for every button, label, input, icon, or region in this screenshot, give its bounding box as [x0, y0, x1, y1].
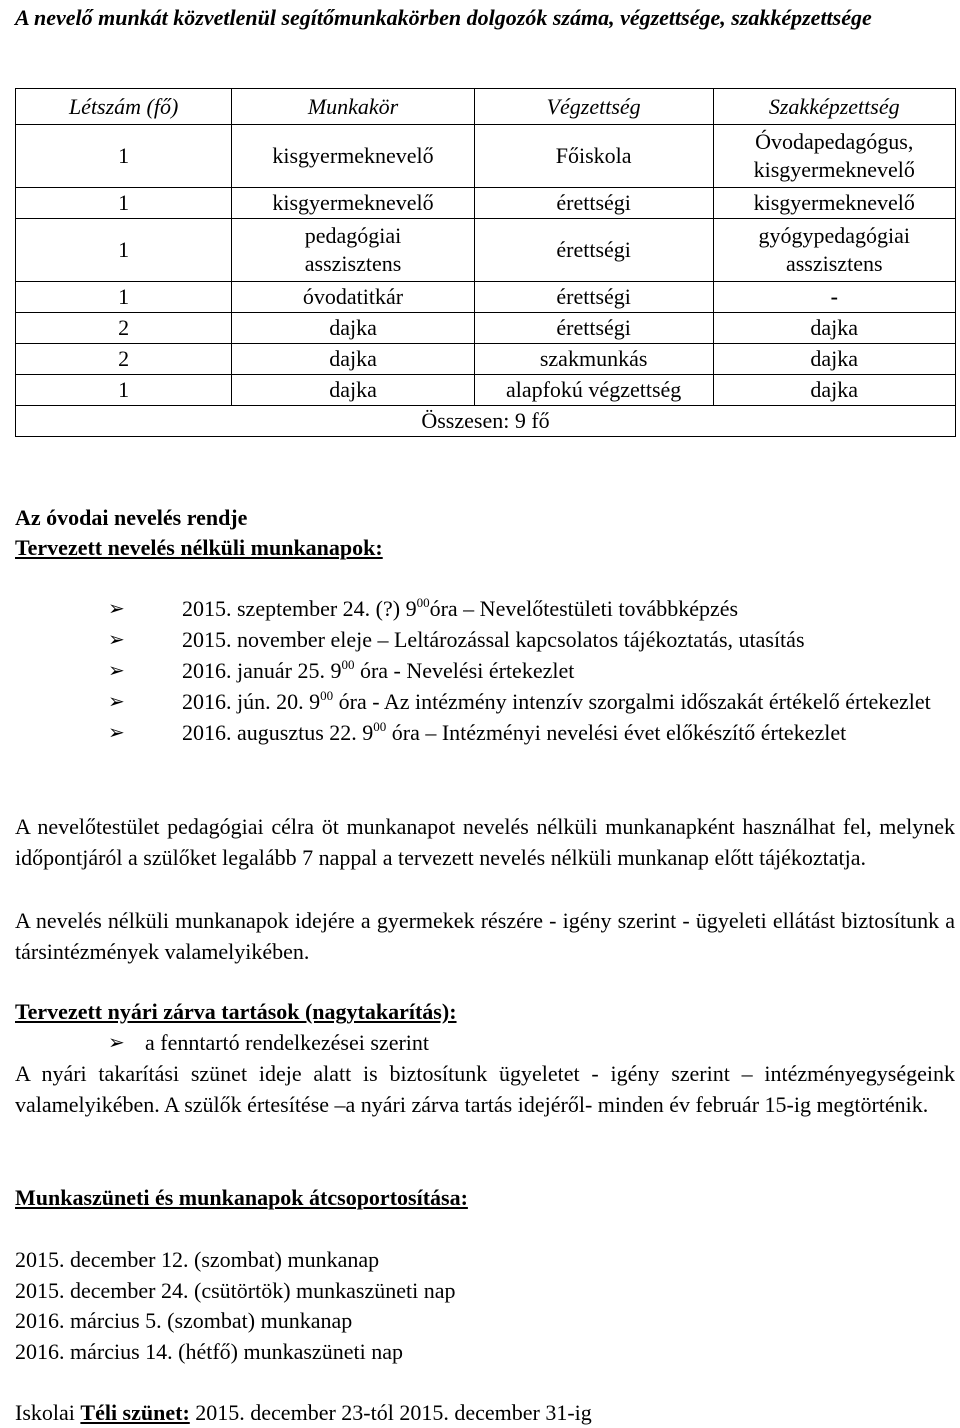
- table-header-row: [16, 89, 956, 125]
- list-item: ➢ a fenntartó rendelkezései szerint: [15, 1027, 429, 1058]
- cell-count: 1: [16, 125, 232, 188]
- cell-count: 1: [16, 219, 232, 282]
- paragraph: A nyári takarítási szünet ideje alatt is biztosítunk ügyeletet - igény szerint – intézményegységeink valamelyikében. A szülők értesítése –a nyári zárva tartás idejéről- minden év február 15-ig megtörténik.: [15, 1061, 955, 1117]
- list-item: ➢ 2015. szeptember 24. (?) $9^{00}óra$ – Nevelőtestületi továbbképzés: [15, 593, 955, 624]
- staff-table: [15, 88, 956, 437]
- paragraph: A nevelőtestület pedagógiai célra öt munkanapot nevelés nélküli munkanapként használhat fel, melynek időpontjáról a szülőket legalább 7 nappal a tervezett nevelés nélküli munkanap előtt tájékoztatja.: [15, 814, 955, 870]
- cell-qualification: -: [713, 282, 956, 313]
- role-line: asszisztens: [304, 251, 402, 276]
- date-line: 2015. december 12. (szombat) munkanap: [15, 1247, 380, 1272]
- cell-count: 2: [16, 344, 232, 375]
- qualification-line: gyógypedagógiai: [758, 223, 911, 248]
- cell-role: dajka: [232, 313, 474, 344]
- paragraph: A nevelés nélküli munkanapok idejére a gyermekek részére - igény szerint - ügyeleti ellátást biztosítunk a társintézmények valamelyikében.: [15, 908, 955, 964]
- cell-education: érettségi: [474, 219, 713, 282]
- table-row: [16, 344, 956, 375]
- list-item: ➢ 2016. január 25. $9^{00}$ óra - Nevelési értekezlet: [15, 655, 955, 686]
- cell-role: [232, 219, 474, 282]
- table-row: [16, 375, 956, 406]
- list-item: ➢ 2016. jún. 20. $9^{00}$ óra - Az intézmény intenzív szorgalmi időszakát értékelő értekezlet: [15, 686, 955, 717]
- section-heading: Az óvodai nevelés rendje: [15, 505, 248, 530]
- cell-education: érettségi: [474, 313, 713, 344]
- arrow-bullet-icon: ➢: [108, 720, 125, 744]
- cell-role: kisgyermeknevelő: [232, 188, 474, 219]
- cell-education: érettségi: [474, 282, 713, 313]
- header-count: Létszám (fő): [16, 89, 232, 125]
- qualification-line: asszisztens: [785, 251, 883, 276]
- list-item: ➢ 2016. augusztus 22. $9^{00}$ óra – Intézményi nevelési évet előkészítő értekezlet: [15, 717, 955, 748]
- role-line: pedagógiai: [304, 223, 402, 248]
- cell-role: dajka: [232, 375, 474, 406]
- arrow-bullet-icon: ➢: [108, 1030, 125, 1054]
- list-item: ➢ 2015. november eleje – Leltározással kapcsolatos tájékoztatás, utasítás: [15, 624, 955, 655]
- cell-education: érettségi: [474, 188, 713, 219]
- cell-count: 2: [16, 313, 232, 344]
- arrow-bullet-icon: ➢: [108, 689, 125, 713]
- cell-qualification: dajka: [713, 375, 956, 406]
- header-role: Munkakör: [232, 89, 474, 125]
- cell-education: Főiskola: [474, 125, 713, 188]
- arrow-bullet-icon: ➢: [108, 658, 125, 682]
- table-row: [16, 313, 956, 344]
- cell-qualification: [713, 219, 956, 282]
- date-line: 2015. december 24. (csütörtök) munkaszüneti nap: [15, 1278, 456, 1303]
- cell-qualification: dajka: [713, 313, 956, 344]
- cell-count: 1: [16, 282, 232, 313]
- qualification-line: Óvodapedagógus,: [755, 129, 914, 154]
- cell-role: óvodatitkár: [232, 282, 474, 313]
- workday-list: [15, 593, 955, 748]
- table-total-row: [16, 406, 956, 437]
- table-row: [16, 125, 956, 188]
- cell-qualification: [713, 125, 956, 188]
- table-row: [16, 188, 956, 219]
- page-title: A nevelő munkát közvetlenül segítőmunkakörben dolgozók száma, végzettsége, szakképzettsége: [15, 5, 872, 30]
- cell-count: 1: [16, 188, 232, 219]
- cell-role: kisgyermeknevelő: [232, 125, 474, 188]
- arrow-bullet-icon: ➢: [108, 596, 125, 620]
- cell-role: dajka: [232, 344, 474, 375]
- table-row: [16, 282, 956, 313]
- cell-education: szakmunkás: [474, 344, 713, 375]
- date-line: 2016. március 14. (hétfő) munkaszüneti nap: [15, 1339, 403, 1364]
- winter-break-line: Iskolai Téli szünet: 2015. december 23-tól 2015. december 31-ig: [15, 1400, 592, 1425]
- winter-break-label: Téli szünet:: [80, 1400, 190, 1425]
- section-heading: Tervezett nyári zárva tartások (nagytakarítás):: [15, 999, 457, 1024]
- cell-count: 1: [16, 375, 232, 406]
- section-heading: Munkaszüneti és munkanapok átcsoportosítása:: [15, 1185, 468, 1210]
- table-row: [16, 219, 956, 282]
- cell-education: alapfokú végzettség: [474, 375, 713, 406]
- section-subheading: Tervezett nevelés nélküli munkanapok:: [15, 535, 383, 560]
- arrow-bullet-icon: ➢: [108, 627, 125, 651]
- header-qualification: Szakképzettség: [713, 89, 956, 125]
- cell-qualification: kisgyermeknevelő: [713, 188, 956, 219]
- cell-total: Összesen: 9 fő: [16, 406, 956, 437]
- qualification-line: kisgyermeknevelő: [753, 157, 915, 182]
- date-line: 2016. március 5. (szombat) munkanap: [15, 1308, 353, 1333]
- cell-qualification: dajka: [713, 344, 956, 375]
- header-education: Végzettség: [474, 89, 713, 125]
